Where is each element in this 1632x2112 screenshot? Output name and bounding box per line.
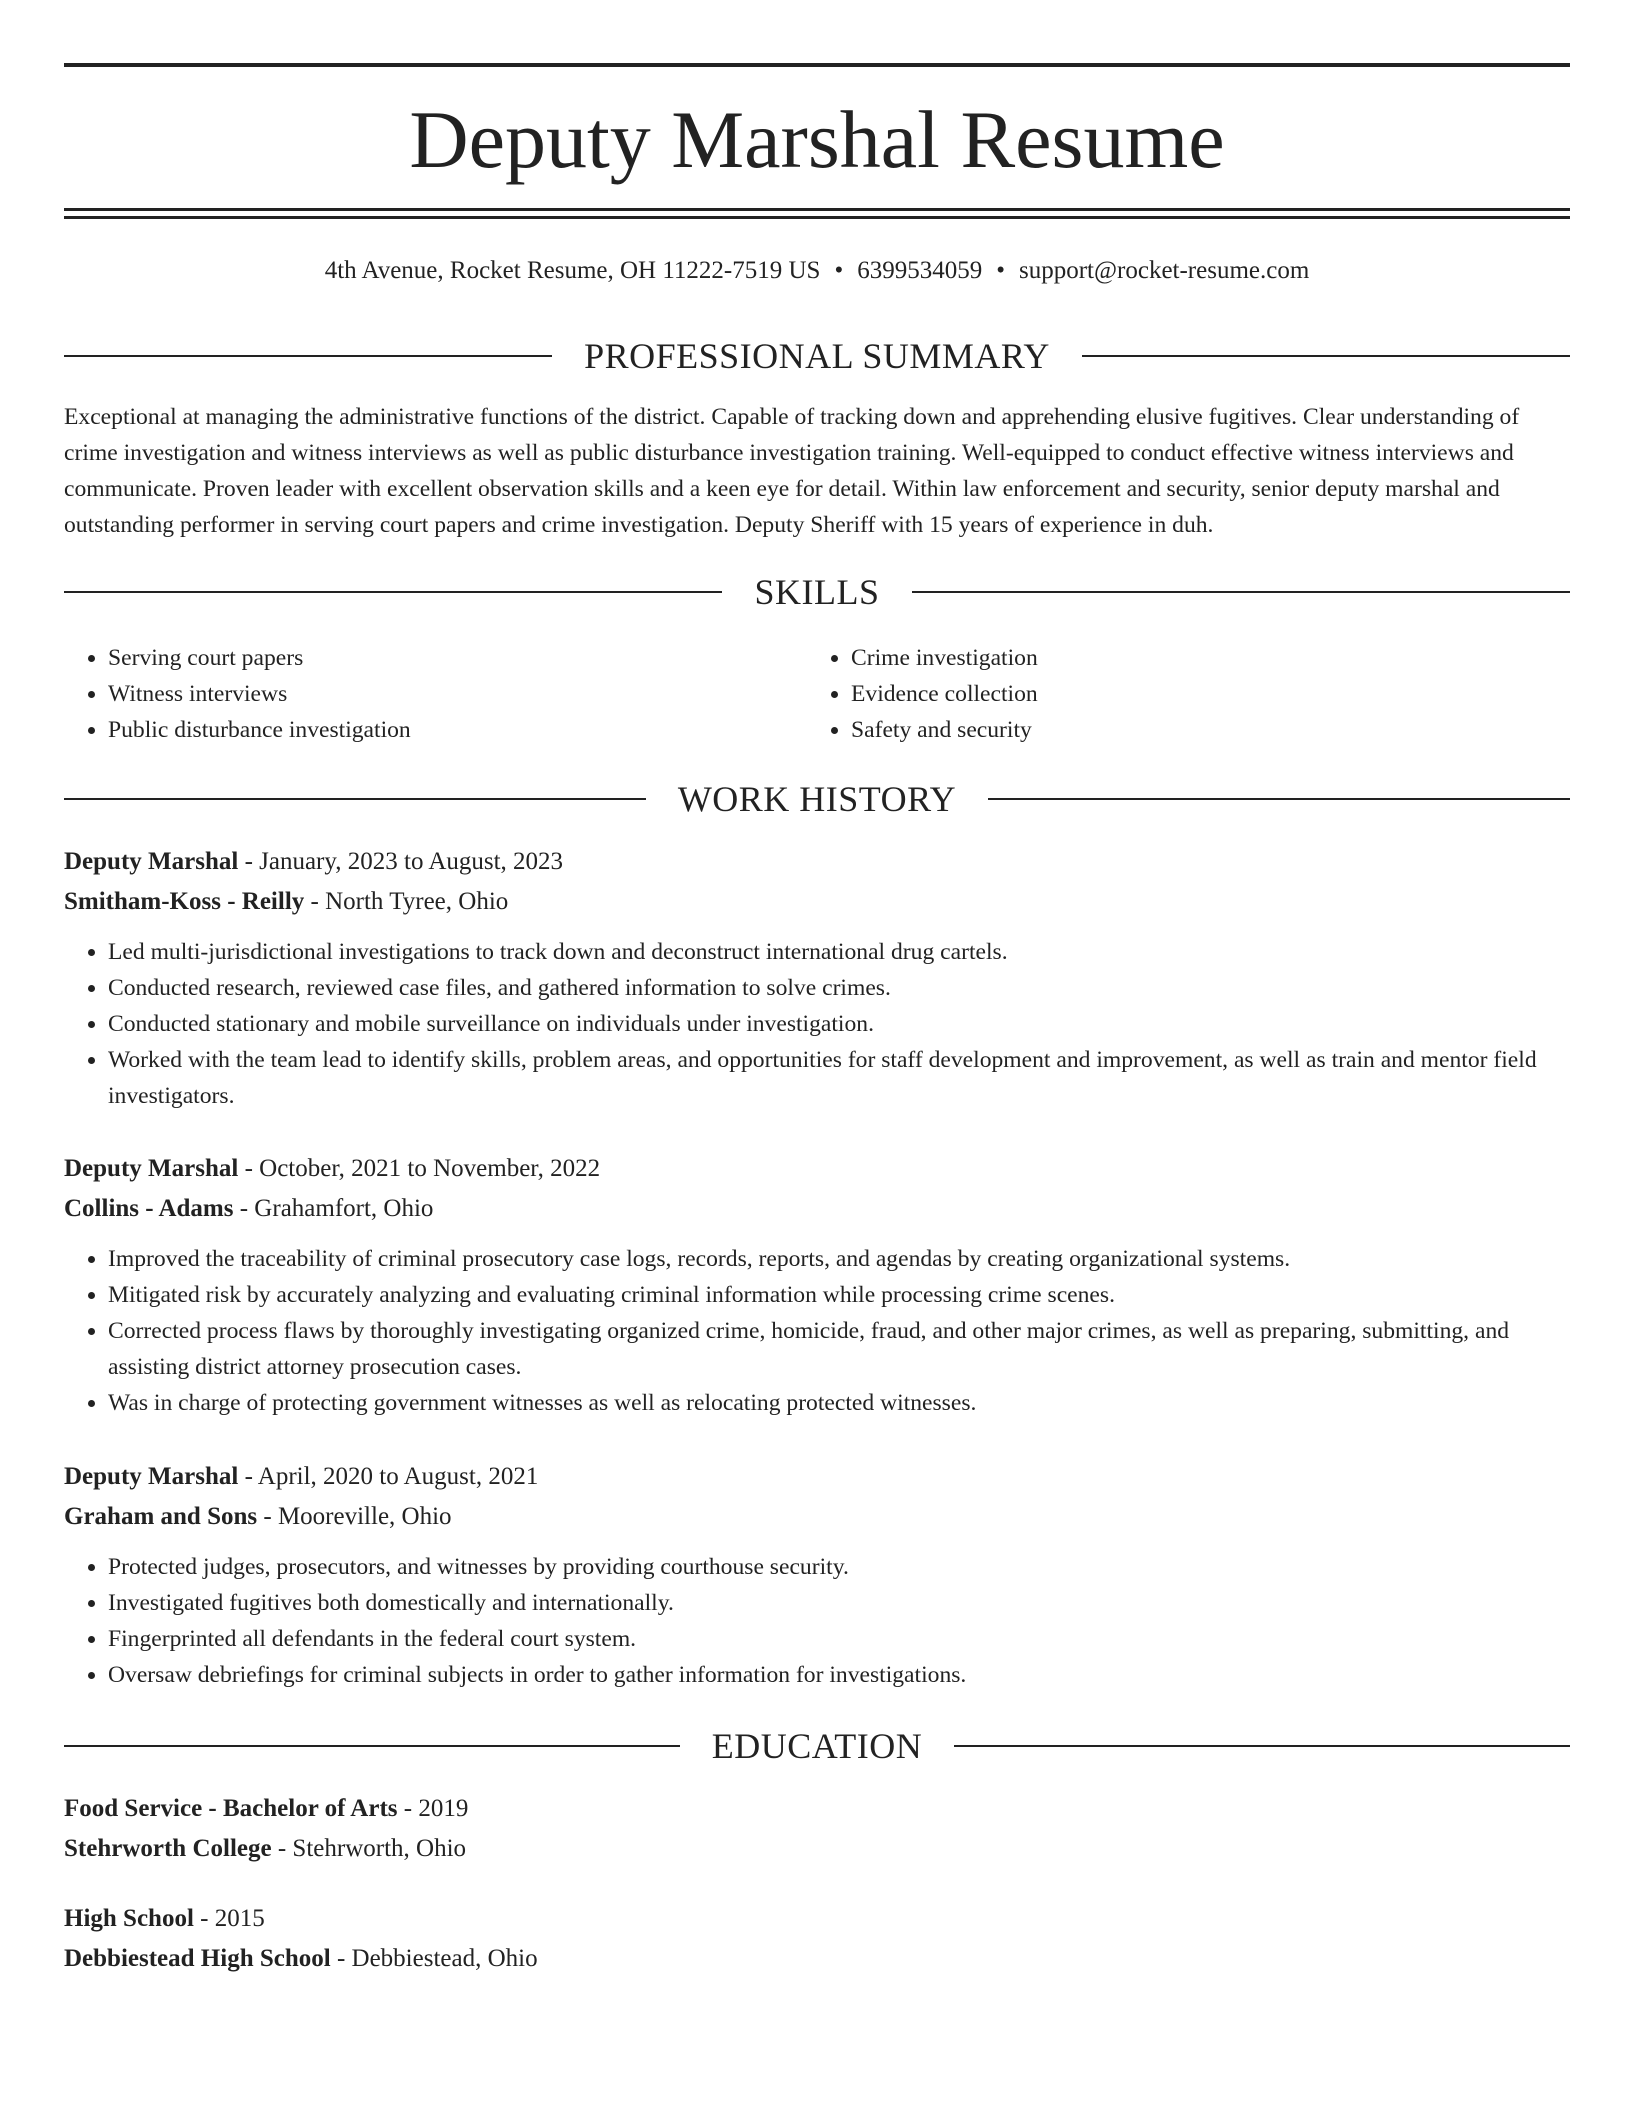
section-title-skills: SKILLS (722, 572, 911, 612)
job-bullet: • Mitigated risk by accurately analyzing and evaluating criminal information while processing crime scenes. (108, 1277, 1570, 1313)
top-rule (64, 63, 1570, 67)
education-location: - Stehrworth, Ohio (271, 1835, 467, 1862)
resume-title: Deputy Marshal Resume (409, 94, 1225, 185)
skill-item: • Crime investigation (851, 640, 1038, 676)
job-bullet: • Conducted stationary and mobile surveillance on individuals under investigation. (108, 1006, 1570, 1042)
education-year: - 2015 (193, 1905, 265, 1932)
contact-separator: • (834, 257, 844, 284)
job-bullet: • Improved the traceability of criminal prosecutory case logs, records, reports, and agendas by creating organizational systems. (108, 1241, 1570, 1277)
section-title-work: WORK HISTORY (646, 779, 988, 819)
section-title-summary: PROFESSIONAL SUMMARY (552, 336, 1082, 376)
skill-item: • Evidence collection (851, 676, 1038, 712)
job-entry (64, 842, 1570, 1114)
section-header-work (64, 777, 1570, 821)
section-header-education (64, 1724, 1570, 1768)
job-bullet: • Corrected process flaws by thoroughly investigating organized crime, homicide, fraud, and other major crimes, as well as preparing, submitting, and assisting district attorney prosecution cases. (108, 1313, 1570, 1385)
job-company: Collins - Adams (64, 1195, 234, 1222)
job-bullets (64, 1549, 1570, 1693)
job-title: Deputy Marshal (64, 848, 239, 875)
skills-column-left (64, 640, 411, 748)
contact-email: support@rocket-resume.com (1019, 257, 1310, 284)
job-dates: - April, 2020 to August, 2021 (238, 1463, 539, 1490)
job-bullet: • Worked with the team lead to identify skills, problem areas, and opportunities for staff development and improvement, as well as train and mentor field investigators. (108, 1042, 1570, 1114)
job-company: Smitham-Koss - Reilly (64, 888, 305, 915)
title-rule-upper (64, 208, 1570, 211)
education-school: Debbiestead High School (64, 1945, 331, 1972)
job-dates: - October, 2021 to November, 2022 (238, 1155, 601, 1182)
skill-item: • Witness interviews (108, 676, 411, 712)
education-location: - Debbiestead, Ohio (330, 1945, 538, 1972)
education-entry (64, 1789, 1570, 1869)
job-bullet: • Investigated fugitives both domestically and internationally. (108, 1585, 1570, 1621)
contact-phone: 6399534059 (857, 257, 983, 284)
skill-item: • Serving court papers (108, 640, 411, 676)
education-entry (64, 1899, 1570, 1979)
section-header-summary (64, 334, 1570, 378)
job-title: Deputy Marshal (64, 1463, 239, 1490)
skill-item: • Safety and security (851, 712, 1038, 748)
education-year: - 2019 (397, 1795, 469, 1822)
job-bullet: • Protected judges, prosecutors, and witnesses by providing courthouse security. (108, 1549, 1570, 1585)
education-degree: Food Service - Bachelor of Arts (64, 1795, 398, 1822)
contact-separator: • (996, 257, 1005, 284)
job-bullets (64, 934, 1570, 1114)
skills-column-right (807, 640, 1038, 748)
section-title-education: EDUCATION (680, 1726, 954, 1766)
job-location: - Grahamfort, Ohio (233, 1195, 434, 1222)
title-rule-lower (64, 216, 1570, 219)
section-header-skills (64, 570, 1570, 614)
skill-item: • Public disturbance investigation (108, 712, 411, 748)
job-bullet: • Oversaw debriefings for criminal subjects in order to gather information for investigations. (108, 1657, 1570, 1693)
education-school: Stehrworth College (64, 1835, 272, 1862)
job-bullets (64, 1241, 1570, 1421)
job-location: - North Tyree, Ohio (304, 888, 509, 915)
education-degree: High School (64, 1905, 194, 1932)
job-bullet: • Was in charge of protecting government witnesses as well as relocating protected witnesses. (108, 1385, 1570, 1421)
job-company: Graham and Sons (64, 1503, 258, 1530)
job-bullet: • Led multi-jurisdictional investigations to track down and deconstruct international drug cartels. (108, 934, 1570, 970)
summary-text: Exceptional at managing the administrative functions of the district. Capable of tracking down and apprehending elusive fugitives. Clear understanding of crime investigation and witness interviews as well as public disturbance investigation training. Well-equipped to conduct effective witness interviews and communicate. Proven leader with excellent observation skills and a keen eye for detail. Within law enforcement and security, senior deputy marshal and outstanding performer in serving court papers and crime investigation. Deputy Sheriff with 15 years of experience in duh. (64, 404, 1520, 538)
job-dates: - January, 2023 to August, 2023 (238, 848, 564, 875)
contact-line (64, 254, 1570, 288)
job-bullet: • Fingerprinted all defendants in the federal court system. (108, 1621, 1570, 1657)
job-entry (64, 1149, 1570, 1421)
contact-address: 4th Avenue, Rocket Resume, OH 11222-7519 US (324, 257, 821, 284)
job-location: - Mooreville, Ohio (257, 1503, 452, 1530)
job-bullet: • Conducted research, reviewed case files, and gathered information to solve crimes. (108, 970, 1570, 1006)
job-entry (64, 1457, 1570, 1693)
job-title: Deputy Marshal (64, 1155, 239, 1182)
